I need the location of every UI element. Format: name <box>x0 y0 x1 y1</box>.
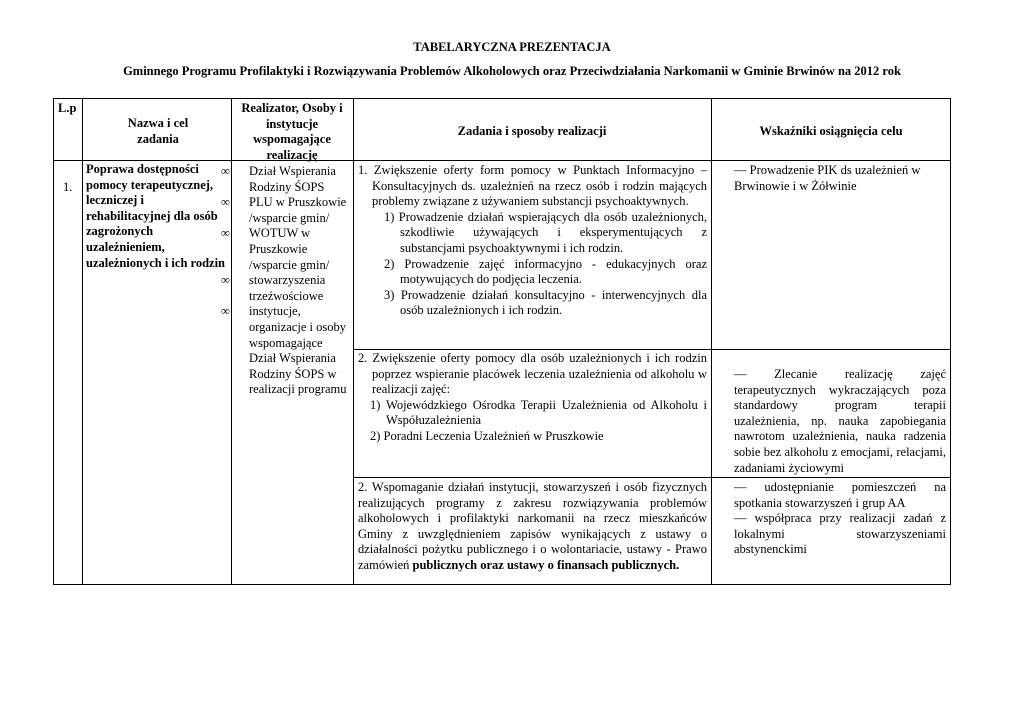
infinity-bullet-icon: ∞ <box>221 304 230 319</box>
realizer-item: ∞ WOTUW w Pruszkowie /wsparcie gmin/ <box>221 226 330 272</box>
infinity-bullet-icon: ∞ <box>221 195 230 210</box>
column-divider <box>353 99 354 584</box>
task-intro: 1. Zwiększenie oferty form pomocy w Punktach Informacyjno – Konsultacyjnych ds. uzależnień na rzecz osób i rodzin mających problemy związane z używaniem substancji psychoaktywnych. <box>358 163 707 209</box>
realizer-item: ∞ Dział Wspierania Rodziny ŚOPS <box>221 164 336 194</box>
task-name: Poprawa dostępności pomocy terapeutycznej, leczniczej i rehabilitacyjnej dla osób zagrożonych uzależnieniem, uzależnionych i ich rodzin <box>86 162 226 270</box>
realizer-item: ∞ instytucje, organizacje i osoby wspomagające Dział Wspierania Rodziny ŚOPS w realizacji programu <box>221 304 347 397</box>
infinity-bullet-icon: ∞ <box>221 226 230 241</box>
header-name: Nazwa i cel zadania <box>127 116 189 146</box>
row-number: 1. <box>63 180 73 194</box>
column-divider <box>82 99 83 584</box>
task-subitem: 1) Wojewódzkiego Ośrodka Terapii Uzależnienia od Alkoholu i Współuzależnienia <box>370 397 707 428</box>
task-intro: 2. Zwiększenie oferty pomocy dla osób uzależnionych i ich rodzin poprzez wspieranie placówek leczenia uzależnienia od alkoholu w realizacji zajęć: <box>358 351 707 397</box>
task-subitem: 1) Prowadzenie działań wspierających dla osób uzależnionych, szkodliwie używających i eksperymentujących z substancjami psychoaktywnymi i ich rodzin. <box>384 209 707 255</box>
infinity-bullet-icon: ∞ <box>221 273 230 288</box>
indicator-item: — udostępnianie pomieszczeń na spotkania stowarzyszeń i grup AA <box>734 480 946 510</box>
indicator-3 <box>734 480 946 558</box>
realizer-item: ∞ PLU w Pruszkowie /wsparcie gmin/ <box>221 195 347 225</box>
document-subtitle: Gminnego Programu Profilaktyki i Rozwiązywania Problemów Alkoholowych oraz Przeciwdziałania Narkomanii w Gminie Brwinów na 2012 rok <box>123 64 901 78</box>
realizer-list <box>221 164 347 398</box>
task-row-divider <box>353 349 950 350</box>
task-row-divider <box>353 477 950 478</box>
header-tasks: Zadania i sposoby realizacji <box>457 124 607 138</box>
header-row-divider <box>54 160 950 161</box>
header-indicators: Wskaźniki osiągnięcia celu <box>759 124 903 138</box>
header-lp: L.p <box>58 101 77 115</box>
task-subitem: 2) Prowadzenie zajęć informacyjno - edukacyjnych oraz motywujących do podjęcia leczenia. <box>384 256 707 287</box>
task-block-1 <box>358 163 707 319</box>
header-realizer: Realizator, Osoby i instytucje wspomagające realizację <box>241 101 343 162</box>
column-divider <box>711 99 712 584</box>
task-block-3 <box>358 480 707 574</box>
task-text: 2. Wspomaganie działań instytucji, stowarzyszeń i osób fizycznych realizujących programy z zakresu rozwiązywania problemów alkoholowych i profilaktyki narkomanii na rzecz mieszkańców Gminy z uwzględnieniem zapisów wynikających z ustawy o działalności pożytku publicznego i o wolontariacie, ustawy - Prawo zamówień <box>358 480 707 572</box>
column-divider <box>231 99 232 584</box>
program-table <box>53 98 951 585</box>
task-subitem: 3) Prowadzenie działań konsultacyjno - interwencyjnych dla osób uzależnionych i ich rodzin. <box>384 287 707 318</box>
document-title: TABELARYCZNA PREZENTACJA <box>413 40 611 54</box>
indicator-item: — współpraca przy realizacji zadań z lokalnymi stowarzyszeniami abstynenckimi <box>734 511 946 557</box>
task-block-2 <box>358 351 707 445</box>
realizer-item: ∞ stowarzyszenia trzeźwościowe <box>221 273 326 303</box>
indicator-1: — Prowadzenie PIK ds uzależnień w Brwinowie i w Żółwinie <box>734 163 921 193</box>
indicator-2: — Zlecanie realizację zajęć terapeutycznych wykraczających poza standardowy program terapii uzależnienia, np. nauka zapobiegania nawrotom uzależnienia, nauka radzenia sobie bez alkoholu z emocjami, relacjami, zadaniami życiowymi <box>734 367 946 475</box>
infinity-bullet-icon: ∞ <box>221 164 230 178</box>
task-subitem: 2) Poradni Leczenia Uzależnień w Pruszkowie <box>370 428 604 443</box>
task-text-bold: publicznych oraz ustawy o finansach publicznych. <box>412 557 680 572</box>
